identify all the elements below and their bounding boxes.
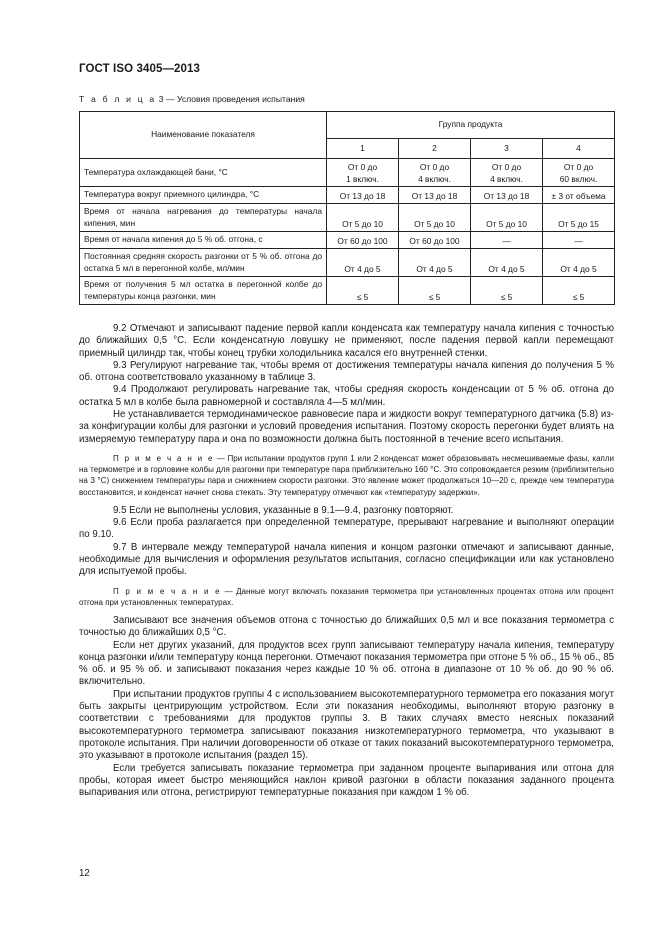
group-number-3: 3: [471, 138, 543, 158]
group-number-1: 1: [327, 138, 399, 158]
row-value: —: [543, 232, 615, 249]
table-row: [80, 204, 615, 232]
row-value: —: [471, 232, 543, 249]
paragraph-given-percent: Если требуется записывать показание термометра при заданном проценте выпаривания или отгона для пробы, которая имеет быстро меняющийся наклон кривой разгонки в области показания заданного процента выпаривания или отгона, регистрируют температурные показания при каждом 1 % об.: [79, 762, 614, 799]
paragraph-9-3: 9.3 Регулируют нагревание так, чтобы время от достижения температуры начала кипения до получения 5 % об. отгона соответствовало указанному в таблице 3.: [79, 359, 614, 384]
row-value: От 4 до 5: [399, 249, 471, 277]
row-name: Время от начала нагревания до температуры начала кипения, мин: [80, 204, 327, 232]
paragraph-9-4: 9.4 Продолжают регулировать нагревание так, чтобы средняя скорость конденсации от 5 % об. отгона до остатка 5 мл в колбе была равномерной и составляла 4—5 мл/мин.: [79, 384, 614, 408]
group-number-4: 4: [543, 138, 615, 158]
row-value: От 5 до 10: [399, 204, 471, 232]
table-row: [80, 277, 615, 305]
group-number-2: 2: [399, 138, 471, 158]
body-text: [79, 323, 614, 799]
row-name: Температура вокруг приемного цилиндра, °C: [80, 187, 327, 204]
row-value-ml: От 0 до 1 включ.: [327, 159, 399, 187]
column-header-name: Наименование показателя: [80, 112, 327, 159]
paragraph-record-volumes: Записывают все значения объемов отгона с точностью до ближайших 0,5 мл и все показания термометра с точностью до ближайших 0,5 °C.: [79, 614, 614, 639]
document-header: ГОСТ ISO 3405—2013: [79, 63, 201, 75]
row-value-ml: От 0 до 4 включ.: [399, 159, 471, 187]
row-value: ≤ 5: [399, 277, 471, 305]
note-delay-temperature: [79, 453, 614, 498]
note-data-content: [79, 586, 614, 608]
row-value: От 4 до 5: [471, 249, 543, 277]
row-value: ≤ 5: [327, 277, 399, 305]
note-text: — Данные могут включать показания термометра при установленных процентах отгона или процент отгона при установленных температурах.: [79, 586, 614, 607]
paragraph-9-7: 9.7 В интервале между температурой начала кипения и концом разгонки отмечают и записывают данные, необходимые для вычисления и оформления результатов испытания, согласно спецификации или как установлено для испытуемой пробы.: [79, 541, 614, 578]
row-value: ≤ 5: [543, 277, 615, 305]
paragraph-9-6: 9.6 Если проба разлагается при определенной температуре, прерывают нагревание и выполняют операции по 9.10.: [79, 517, 614, 541]
row-value: От 5 до 15: [543, 204, 615, 232]
paragraph-9-5: 9.5 Если не выполнены условия, указанные в 9.1—9.4, разгонку повторяют.: [113, 504, 454, 516]
paragraph-default-records: Если нет других указаний, для продуктов всех групп записывают температуру начала кипения, температуру конца разгонки и/или температуру конца перегонки. Отмечают показания термометра при отгоне 5 % об., 15 % об., 85 % об. и 95 % об. и записывают показания через каждые 10 % об. отгона в диапазоне от 10 % об. до 90 % об. включительно.: [79, 639, 614, 688]
page-number: 12: [79, 868, 90, 879]
row-value: От 13 до 18: [471, 187, 543, 204]
table-row: [80, 187, 615, 204]
row-value-ml: От 0 до 60 включ.: [543, 159, 615, 187]
row-value: От 13 до 18: [399, 187, 471, 204]
table-row: [80, 232, 615, 249]
row-name: Время от получения 5 мл остатка в перегонной колбе до температуры конца разгонки, мин: [80, 277, 327, 305]
note-label: П р и м е ч а н и е: [113, 453, 215, 463]
row-name: Время от начала кипения до 5 % об. отгона, с: [80, 232, 327, 249]
row-name: Постоянная средняя скорость разгонки от 5 % об. отгона до остатка 5 мл в перегонной колбе, мл/мин: [80, 249, 327, 277]
row-value: От 4 до 5: [327, 249, 399, 277]
row-value-ml: От 0 до 4 включ.: [471, 159, 543, 187]
row-value: От 60 до 100: [327, 232, 399, 249]
row-value: От 5 до 10: [471, 204, 543, 232]
note-text: — При испытании продуктов групп 1 или 2 конденсат может образовывать несмешиваемые фазы, капли на термометре и в горловине колбы для разгонки при температуре пара приблизительно 160 °C. Это сопровождается резким (приблизительно на 3 °C) снижением температуры пара и снижением скорости разгонки. Это явление может продолжаться 10—20 с, прежде чем температура восстановится, и конденсат начнет снова стекать. Эту температуру отмечают как «температуру задержки».: [79, 453, 614, 497]
table-caption: [79, 94, 305, 104]
row-value: ± 3 от объема: [543, 187, 615, 204]
paragraph-group-4: При испытании продуктов группы 4 с использованием высокотемпературного термометра его показания могут быть закрыты центрирующим устройством. Если эти показания необходимы, выполняют вторую разгонку в соответствии с требованиями для продуктов группы 3. В таких случаях вместо неясных показаний высокотемпературного термометра записывают показания низкотемпературного термометра, что указывают в протоколе испытания. При наличии договоренности об отказе от таких показаний высокотемпературного термометра, это указывают в протоколе испытания (раздел 15).: [79, 688, 614, 762]
paragraph-9-2: 9.2 Отмечают и записывают падение первой капли конденсата как температуру начала кипения с точностью до ближайших 0,5 °C. Если конденсатную ловушку не применяют, после падения первой капли перемещают приемный цилиндр так, чтобы конец трубки холодильника касался его внутренней стенки.: [79, 323, 614, 359]
row-value: От 13 до 18: [327, 187, 399, 204]
table-caption-title: 3 — Условия проведения испытания: [158, 94, 305, 104]
row-value: От 60 до 100: [399, 232, 471, 249]
row-value: ≤ 5: [471, 277, 543, 305]
paragraph-equilibrium: Не устанавливается термодинамическое равновесие пара и жидкости вокруг температурного датчика (5.8) из-за конфигурации колбы для разгонки и условий проведения испытания. Поэтому скорость перегонки будет влиять на измеряемую температуру пара и она по возможности должна быть постоянной в течение всего испытания.: [79, 409, 614, 445]
row-value: От 4 до 5: [543, 249, 615, 277]
table-row: [80, 159, 615, 187]
table-caption-label: Т а б л и ц а: [79, 94, 157, 104]
conditions-table: [79, 111, 615, 305]
row-name: Температура охлаждающей бани, °C: [80, 159, 327, 187]
row-value: От 5 до 10: [327, 204, 399, 232]
table-row: [80, 249, 615, 277]
note-label: П р и м е ч а н и е: [113, 586, 222, 596]
column-header-group: Группа продукта: [327, 112, 615, 139]
